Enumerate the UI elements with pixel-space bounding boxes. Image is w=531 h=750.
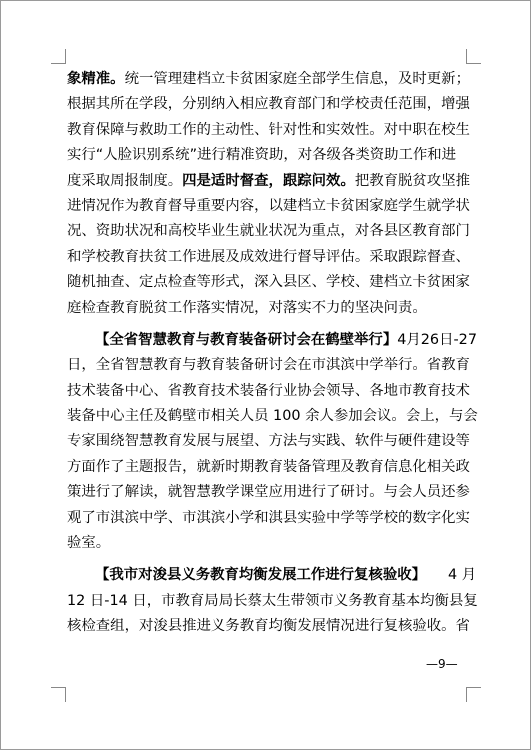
text-line: 观了市淇滨中学、市淇滨小学和淇县实验中学等学校的数字化实 <box>67 509 470 526</box>
text-span: 度采取周报制度。 <box>67 172 183 189</box>
paragraph-smart-education-seminar <box>67 328 478 557</box>
text-line <box>67 169 468 194</box>
text-line: 专家围绕智慧教育发展与展望、方法与实践、软件与硬件建设等 <box>67 433 470 450</box>
crop-mark-top-left <box>51 49 66 64</box>
text-span: 统一管理建档立卡贫困家庭全部学生信息，及时更新； <box>124 71 470 87</box>
text-line <box>67 563 477 588</box>
text-line: 12 日-14 日，市教育局局长蔡太生带领市义务教育基本均衡县复 <box>67 592 478 609</box>
bold-phrase: 四是适时督查，跟踪问效。 <box>182 172 355 189</box>
text-line: 庭检查教育脱贫工作落实情况，对落实不力的坚决问责。 <box>67 299 427 316</box>
text-line: 验室。 <box>67 535 111 552</box>
text-span: 把教育脱贫攻坚推 <box>354 172 470 189</box>
bold-phrase: 象精准。 <box>67 71 125 87</box>
crop-mark-bottom-right <box>466 687 481 702</box>
paragraph-poverty-education <box>67 67 468 321</box>
news-heading: 【全省智慧教育与教育装备研讨会在鹤壁举行】 <box>95 331 398 348</box>
text-line: 日，全省智慧教育与教育装备研讨会在市淇滨中学举行。省教育 <box>67 357 470 374</box>
text-line: 教育保障与救助工作的主动性、针对性和实效性。对中职在校生 <box>67 121 470 138</box>
paragraph-xunxian-review <box>67 563 478 639</box>
text-line: 装备中心主任及鹤壁市相关人员 100 余人参加会议。会上，与会 <box>67 408 478 425</box>
text-line: 和学校教育扶贫工作进展及成效进行督导评估。采取跟踪督查、 <box>67 248 470 265</box>
text-span: 4 月 <box>448 567 477 584</box>
text-line <box>67 328 477 353</box>
text-span: 4月26日-27 <box>397 331 477 348</box>
page-number: —9— <box>426 657 458 671</box>
text-line: 策进行了解读，就智慧教学课堂应用进行了研讨。与会人员还参 <box>67 484 470 501</box>
text-line: 进情况作为教育督导重要内容，以建档立卡贫困家庭学生就学状 <box>67 197 470 214</box>
news-heading: 【我市对浚县义务教育均衡发展工作进行复核验收】 <box>95 567 426 584</box>
text-line: 核检查组，对浚县推进义务教育均衡发展情况进行复核验收。省 <box>67 618 470 635</box>
text-line <box>67 67 468 92</box>
crop-mark-top-right <box>466 49 481 64</box>
text-line: 根据其所在学段，分别纳入相应教育部门和学校责任范围，增强 <box>67 96 470 113</box>
body-text <box>67 67 478 640</box>
text-line: 实行“人脸识别系统”进行精准资助，对各级各类资助工作和进 <box>67 147 457 164</box>
text-line: 方面作了主题报告，就新时期教育装备管理及教育信息化相关政 <box>67 458 470 475</box>
crop-mark-bottom-left <box>51 687 66 702</box>
text-line: 况、资助状况和高校毕业生就业状况为重点，对各县区教育部门 <box>67 223 470 240</box>
text-line: 随机抽查、定点检查等形式，深入县区、学校、建档立卡贫困家 <box>67 274 470 291</box>
text-line: 技术装备中心、省教育技术装备行业协会领导、各地市教育技术 <box>67 382 470 399</box>
